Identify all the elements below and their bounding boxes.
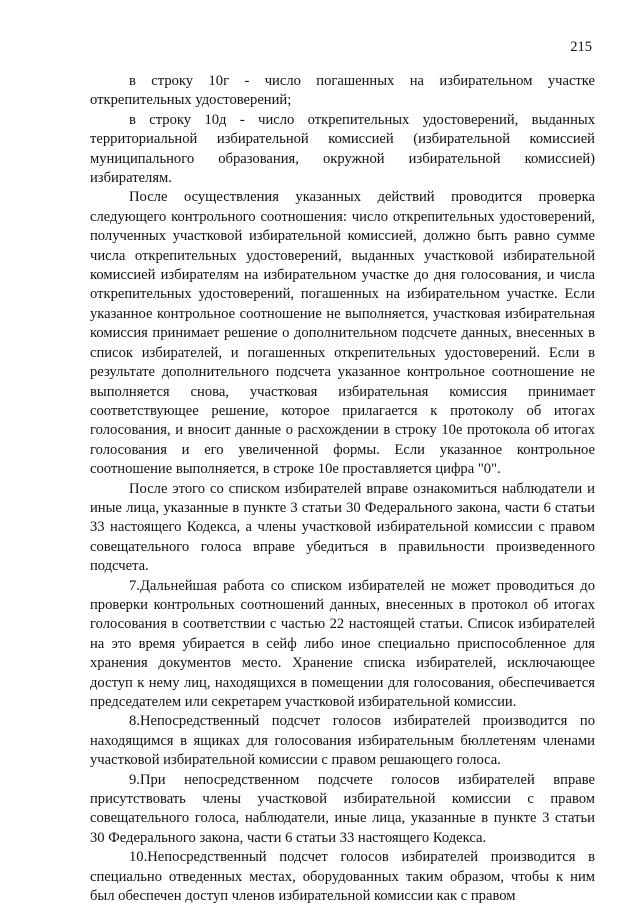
paragraph-line-10g: в строку 10г - число погашенных на избирательном участке открепительных удостоверений; [90, 73, 595, 109]
paragraph-item-9: 9.При непосредственном подсчете голосов избирателей вправе присутствовать члены участковой избирательной комиссии с правом совещательного голоса, наблюдатели, иные лица, указанные в пункте 3 статьи 30 Федерального закона, части 6 статьи 33 настоящего Кодекса. [90, 771, 595, 846]
paragraph-item-10: 10.Непосредственный подсчет голосов избирателей производится в специально отведенных местах, оборудованных таким образом, чтобы к ним был обеспечен доступ членов избирательной комиссии как с правом [90, 849, 595, 905]
paragraph-line-10d: в строку 10д - число открепительных удостоверений, выданных территориальной избирательной комиссией (избирательной комиссией муниципального образования, окружной избирательной комиссией) избирателям. [90, 111, 595, 187]
paragraph-control-ratio-check: После осуществления указанных действий проводится проверка следующего контрольного соотношения: число открепительных удостоверений, полученных участковой избирательной комиссией, должно быть равно сумме числа открепительных удостоверений, выданных участковой избирательной комиссией избирателям на избирательном участке до дня голосования, и числа открепительных удостоверений, погашенных на избирательном участке. Если указанное контрольное соотношение не выполняется, участковая избирательная комиссия принимает решение о дополнительном подсчете данных, внесенных в список избирателей, и погашенных открепительных удостоверений. Если в результате дополнительного подсчета указанное контрольное соотношение не выполняется снова, участковая избирательная комиссия принимает соответствующее решение, которое прилагается к протоколу об итогах голосования, и вносит данные о расхождении в строку 10е протокола об итогах голосования и его увеличенной формы. Если указанное контрольное соотношение выполняется, в строке 10е проставляется цифра "0". [90, 189, 595, 478]
paragraph-observers-review: После этого со списком избирателей вправе ознакомиться наблюдатели и иные лица, указанные в пункте 3 статьи 30 Федерального закона, части 6 статьи 33 настоящего Кодекса, а члены участковой избирательной комиссии с правом совещательного голоса вправе убедиться в правильности произведенного подсчета. [90, 480, 595, 575]
body-text [90, 72, 595, 906]
paragraph-item-8: 8.Непосредственный подсчет голосов избирателей производится по находящимся в ящиках для голосования избирательным бюллетеням членами участковой избирательной комиссии с правом решающего голоса. [90, 713, 595, 769]
paragraph-item-7: 7.Дальнейшая работа со списком избирателей не может проводиться до проверки контрольных соотношений данных, внесенных в протокол об итогах голосования в соответствии с частью 22 настоящей статьи. Список избирателей на это время убирается в сейф либо иное специально приспособленное для хранения документов место. Хранение списка избирателей, исключающее доступ к нему лиц, находящихся в помещении для голосования, обеспечивается председателем или секретарем участковой избирательной комиссии. [90, 577, 595, 710]
page-number: 215 [570, 39, 592, 55]
